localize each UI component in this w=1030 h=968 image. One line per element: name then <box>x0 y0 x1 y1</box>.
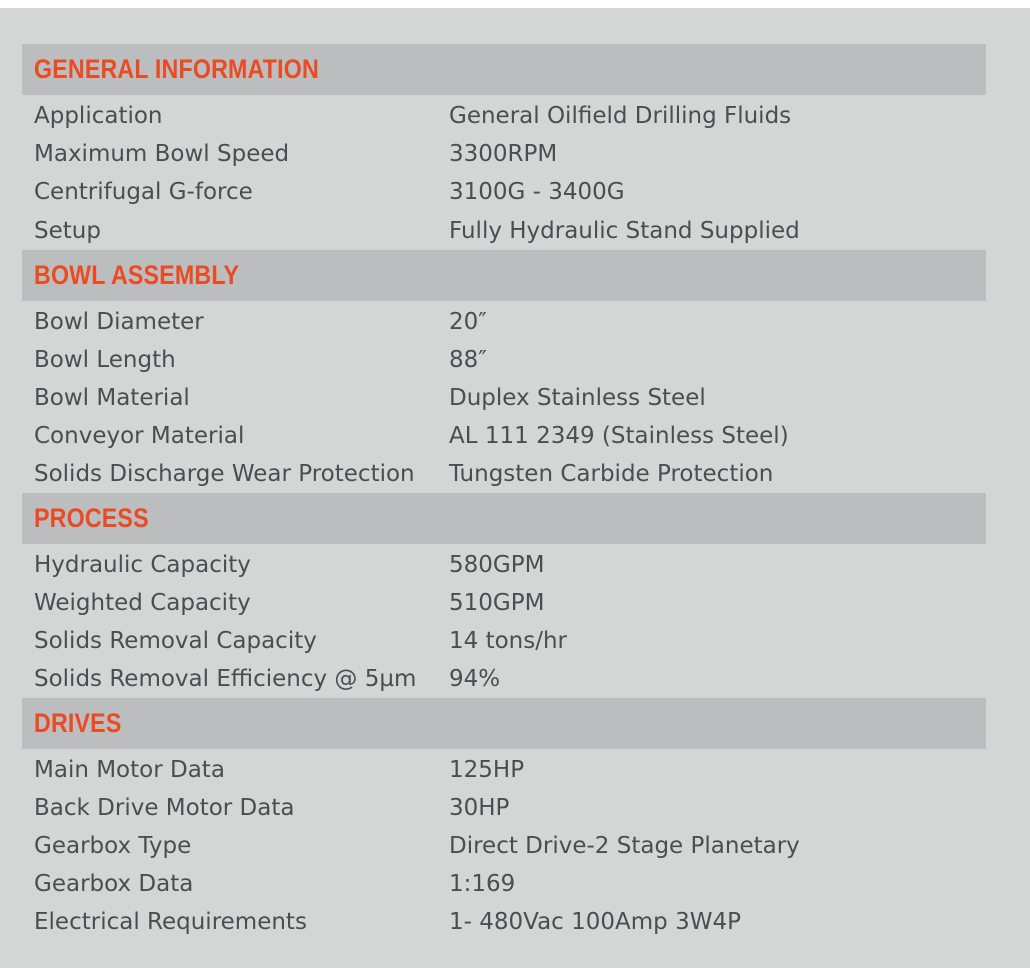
spec-label: Solids Removal Capacity <box>34 628 317 654</box>
spec-row-hydraulic-capacity <box>22 546 986 584</box>
spec-row-bowl-diameter <box>22 303 986 341</box>
section-rows-drives <box>22 749 986 941</box>
spec-label: Bowl Diameter <box>34 309 204 335</box>
spec-value: 30HP <box>449 795 510 821</box>
spec-value: Direct Drive-2 Stage Planetary <box>449 833 800 859</box>
spec-row-centrifugal-g-force <box>22 173 986 211</box>
spec-label: Gearbox Type <box>34 833 192 859</box>
spec-row-back-drive-motor-data <box>22 789 986 827</box>
section-header-bowl-assembly <box>22 250 986 301</box>
spec-label: Application <box>34 103 163 129</box>
spec-value: 125HP <box>449 757 525 783</box>
spec-value: Duplex Stainless Steel <box>449 385 706 411</box>
section-header-drives <box>22 698 986 749</box>
spec-label: Bowl Material <box>34 385 190 411</box>
spec-row-gearbox-data <box>22 865 986 903</box>
spec-row-solids-discharge-wear-protection <box>22 455 986 493</box>
section-rows-process <box>22 544 986 698</box>
spec-row-conveyor-material <box>22 417 986 455</box>
spec-row-electrical-requirements <box>22 903 986 941</box>
spec-label: Solids Discharge Wear Protection <box>34 461 415 487</box>
section-title: DRIVES <box>34 708 122 738</box>
spec-value: 3100G - 3400G <box>449 179 625 205</box>
spec-row-maximum-bowl-speed <box>22 135 986 173</box>
spec-value: General Oilfield Drilling Fluids <box>449 103 792 129</box>
section-header-general-information <box>22 44 986 95</box>
spec-value: Fully Hydraulic Stand Supplied <box>449 217 800 244</box>
spec-table <box>22 44 986 941</box>
spec-value: 3300RPM <box>449 141 558 167</box>
spec-row-main-motor-data <box>22 751 986 789</box>
spec-label: Centrifugal G-force <box>34 179 253 205</box>
spec-row-bowl-length <box>22 341 986 379</box>
spec-row-solids-removal-capacity <box>22 622 986 660</box>
spec-label: Conveyor Material <box>34 423 245 449</box>
section-title: BOWL ASSEMBLY <box>34 260 240 290</box>
spec-label: Solids Removal Efficiency @ 5µm <box>34 666 417 692</box>
spec-row-setup <box>22 211 986 250</box>
spec-label: Electrical Requirements <box>34 909 307 935</box>
spec-row-gearbox-type <box>22 827 986 865</box>
spec-row-weighted-capacity <box>22 584 986 622</box>
spec-value: AL 111 2349 (Stainless Steel) <box>449 423 789 449</box>
section-header-process <box>22 493 986 544</box>
spec-value: 510GPM <box>449 590 545 616</box>
section-title: PROCESS <box>34 503 149 533</box>
spec-row-bowl-material <box>22 379 986 417</box>
spec-label: Setup <box>34 217 101 244</box>
spec-label: Hydraulic Capacity <box>34 552 251 578</box>
spec-label: Maximum Bowl Speed <box>34 141 290 167</box>
spec-value: 20″ <box>449 309 487 335</box>
spec-label: Weighted Capacity <box>34 590 251 616</box>
spec-row-application <box>22 97 986 135</box>
spec-value: 94% <box>449 666 501 692</box>
spec-label: Gearbox Data <box>34 871 194 897</box>
spec-row-solids-removal-efficiency <box>22 660 986 698</box>
spec-value: Tungsten Carbide Protection <box>449 461 774 487</box>
spec-label: Main Motor Data <box>34 757 225 783</box>
spec-label: Back Drive Motor Data <box>34 795 295 821</box>
spec-label: Bowl Length <box>34 347 176 373</box>
spec-value: 580GPM <box>449 552 545 578</box>
spec-value: 1:169 <box>449 871 516 897</box>
section-rows-general-information <box>22 95 986 250</box>
spec-value: 14 tons/hr <box>449 628 568 654</box>
spec-value: 88″ <box>449 347 487 373</box>
spec-sheet-panel <box>0 8 1030 968</box>
section-title: GENERAL INFORMATION <box>34 54 319 84</box>
section-rows-bowl-assembly <box>22 301 986 493</box>
spec-value: 1- 480Vac 100Amp 3W4P <box>449 909 741 935</box>
